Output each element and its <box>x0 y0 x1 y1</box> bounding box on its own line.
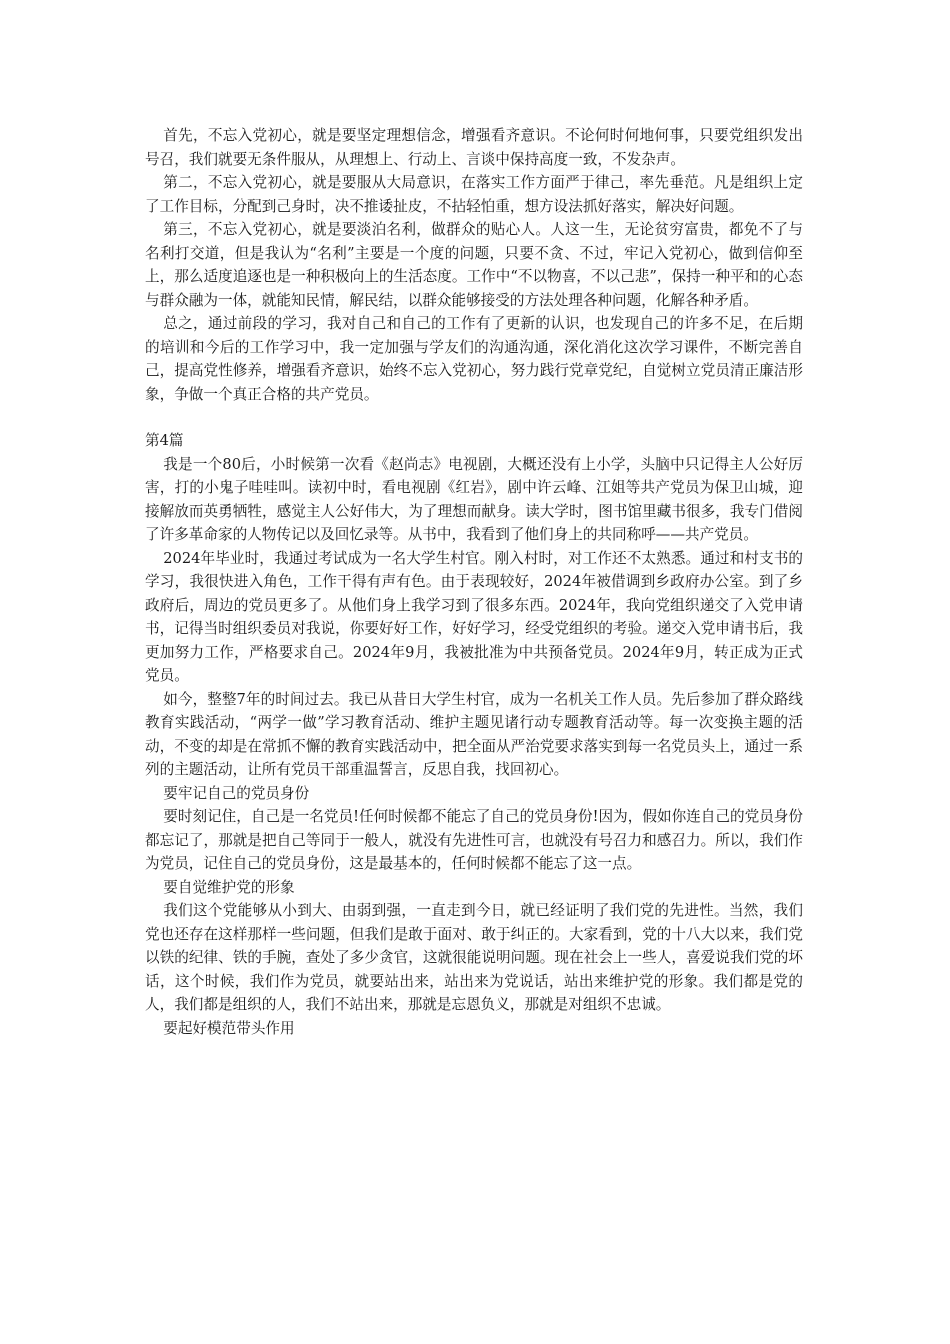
section-title: 第4篇 <box>145 432 184 449</box>
paragraph: 我们这个党能够从小到大、由弱到强，一直走到今日，就已经证明了我们党的先进性。当然，我们党也还存在这样那样一些问题，但我们是敢于面对、敢于纠正的。大家看到，党的十八大以来，我们党以铁的纪律、铁的手腕，查处了多少贪官，这就很能说明问题。现在社会上一些人，喜爱说我们党的坏话，这个时候，我们作为党员，就要站出来，站出来为党说话，站出来维护党的形象。我们都是党的人，我们都是组织的人，我们不站出来，那就是忘恩负义，那就是对组织不忠诚。 <box>145 902 803 1013</box>
paragraph: 2024年毕业时，我通过考试成为一名大学生村官。刚入村时，对工作还不太熟悉。通过和村支书的学习，我很快进入角色，工作干得有声有色。由于表现较好，2024年被借调到乡政府办公室。到了乡政府后，周边的党员更多了。从他们身上我学习到了很多东西。2024年，我向党组织递交了入党申请书，记得当时组织委员对我说，你要好好工作，好好学习，经受党组织的考验。递交入党申请书后，我更加努力工作，严格要求自己。2024年9月，我被批准为中共预备党员。2024年9月，转正成为正式党员。 <box>145 549 803 684</box>
subheading: 要起好模范带头作用 <box>163 1019 295 1037</box>
subheading: 要自觉维护党的形象 <box>163 878 295 896</box>
paragraph: 第三，不忘入党初心，就是要淡泊名利，做群众的贴心人。人这一生，无论贫穷富贵，都免不了与名利打交道，但是我认为“名利”主要是一个度的问题，只要不贪、不过，牢记入党初心，做到信仰至上，那么适度追逐也是一种积极向上的生活态度。工作中“不以物喜，不以己悲”，保持一种平和的心态与群众融为一体，就能知民情，解民结，以群众能够接受的方法处理各种问题，化解各种矛盾。 <box>145 221 803 309</box>
paragraph: 总之，通过前段的学习，我对自己和自己的工作有了更新的认识，也发现自己的许多不足，在后期的培训和今后的工作学习中，我一定加强与学友们的沟通沟通，深化消化这次学习课件，不断完善自己，提高党性修养，增强看齐意识，始终不忘入党初心，努力践行党章党纪，自觉树立党员清正廉洁形象，争做一个真正合格的共产党员。 <box>145 315 803 403</box>
paragraph: 第二，不忘入党初心，就是要服从大局意识，在落实工作方面严于律己，率先垂范。凡是组织上定了工作目标，分配到己身时，决不推诿扯皮，不拈轻怕重，想方设法抓好落实，解决好问题。 <box>145 174 803 215</box>
subheading: 要牢记自己的党员身份 <box>163 784 310 802</box>
document-body <box>145 124 803 1040</box>
paragraph: 首先，不忘入党初心，就是要坚定理想信念，增强看齐意识。不论何时何地何事，只要党组织发出号召，我们就要无条件服从，从理想上、行动上、言谈中保持高度一致，不发杂声。 <box>145 127 803 168</box>
paragraph: 要时刻记住，自己是一名党员!任何时候都不能忘了自己的党员身份!因为，假如你连自己的党员身份都忘记了，那就是把自己等同于一般人，就没有先进性可言，也就没有号召力和感召力。所以，我们作为党员，记住自己的党员身份，这是最基本的，任何时候都不能忘了这一点。 <box>145 808 803 872</box>
paragraph: 如今，整整7年的时间过去。我已从昔日大学生村官，成为一名机关工作人员。先后参加了群众路线教育实践活动，“两学一做”学习教育活动、维护主题见诸行动专题教育活动等。每一次变换主题的活动，不变的却是在常抓不懈的教育实践活动中，把全面从严治党要求落实到每一名党员头上，通过一系列的主题活动，让所有党员干部重温誓言，反思自我，找回初心。 <box>145 690 803 778</box>
paragraph: 我是一个80后，小时候第一次看《赵尚志》电视剧，大概还没有上小学，头脑中只记得主人公好厉害，打的小鬼子哇哇叫。读初中时，看电视剧《红岩》，剧中许云峰、江姐等共产党员为保卫山城，迎接解放而英勇牺牲，感觉主人公好伟大，为了理想而献身。读大学时，图书馆里藏书很多，我专门借阅了许多革命家的人物传记以及回忆录等。从书中，我看到了他们身上的共同称呼——共产党员。 <box>145 455 803 543</box>
